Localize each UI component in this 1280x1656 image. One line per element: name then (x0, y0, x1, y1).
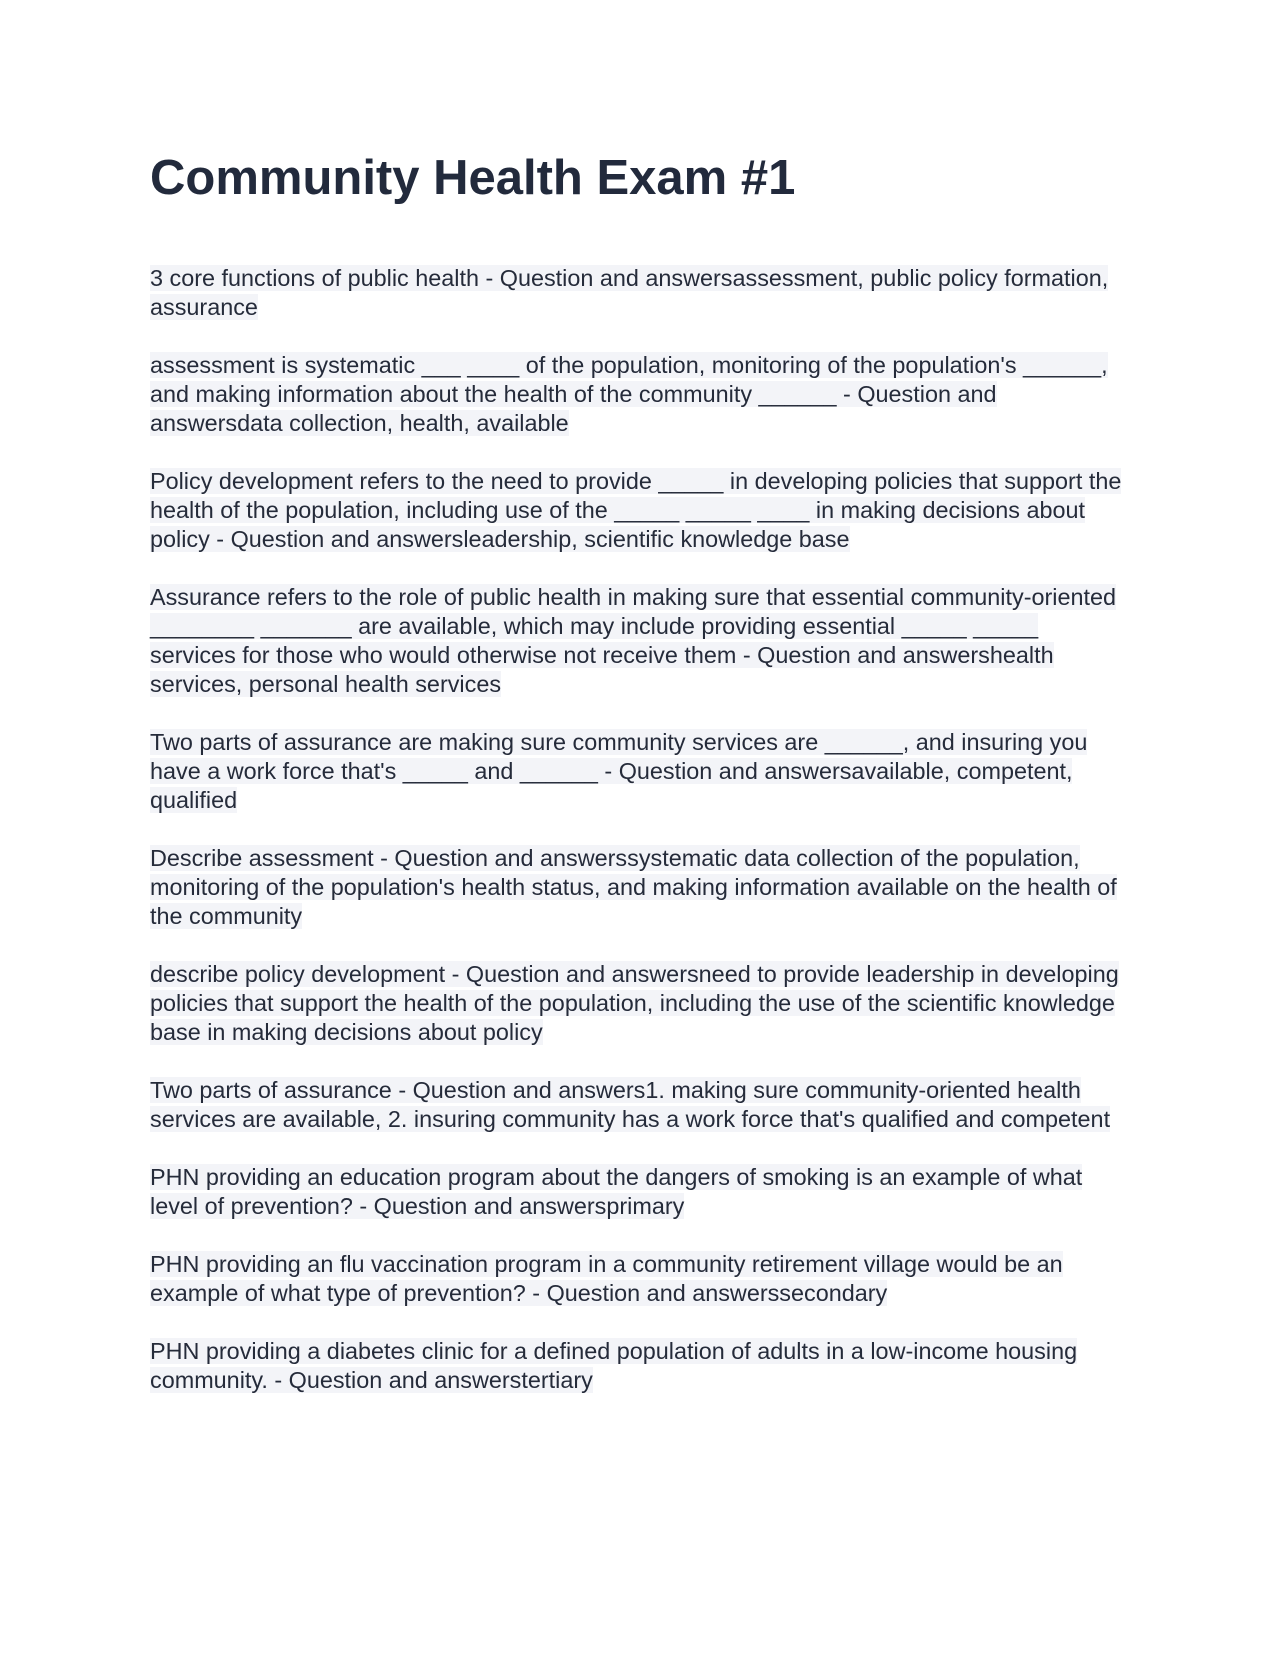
qa-text: Policy development refers to the need to provide _____ in developing policies that support the health of the population, including use of the _____ _____ ____ in making decisions about policy - Question and answersleadership, scientific knowledge base (150, 468, 1122, 552)
qa-text: assessment is systematic ___ ____ of the population, monitoring of the population's ______, and making information about the health of the community ______ - Question and answersdata collection, health, available (150, 352, 1108, 436)
qa-text: Describe assessment - Question and answerssystematic data collection of the population, monitoring of the population's health status, and making information available on the health of the community (150, 845, 1117, 929)
qa-item (150, 1250, 1130, 1308)
qa-text: Assurance refers to the role of public health in making sure that essential community-oriented ________ _______ are available, which may include providing essential _____ _____ services for those who would otherwise not receive them - Question and answershealth services, personal health services (150, 584, 1117, 697)
document-title: Community Health Exam #1 (150, 151, 796, 205)
qa-item (150, 844, 1130, 931)
qa-text: PHN providing an flu vaccination program in a community retirement village would be an example of what type of prevention? - Question and answerssecondary (150, 1251, 1063, 1306)
qa-text: describe policy development - Question and answersneed to provide leadership in developing policies that support the health of the population, including the use of the scientific knowledge base in making decisions about policy (150, 961, 1119, 1045)
qa-item (150, 728, 1130, 815)
qa-text: PHN providing a diabetes clinic for a defined population of adults in a low-income housing community. - Question and answerstertiary (150, 1338, 1078, 1393)
qa-text: PHN providing an education program about the dangers of smoking is an example of what level of prevention? - Question and answersprimary (150, 1164, 1083, 1219)
qa-item (150, 467, 1130, 554)
qa-list (150, 264, 1130, 1424)
qa-item (150, 351, 1130, 438)
qa-text: Two parts of assurance are making sure community services are ______, and insuring you have a work force that's _____ and ______ - Question and answersavailable, competent, qualified (150, 729, 1088, 813)
qa-item (150, 960, 1130, 1047)
qa-item (150, 1163, 1130, 1221)
qa-item (150, 1076, 1130, 1134)
qa-item (150, 264, 1130, 322)
qa-item (150, 583, 1130, 699)
qa-item (150, 1337, 1130, 1395)
qa-text: 3 core functions of public health - Question and answersassessment, public policy formation, assurance (150, 265, 1109, 320)
qa-text: Two parts of assurance - Question and answers1. making sure community-oriented health services are available, 2. insuring community has a work force that's qualified and competent (150, 1077, 1111, 1132)
